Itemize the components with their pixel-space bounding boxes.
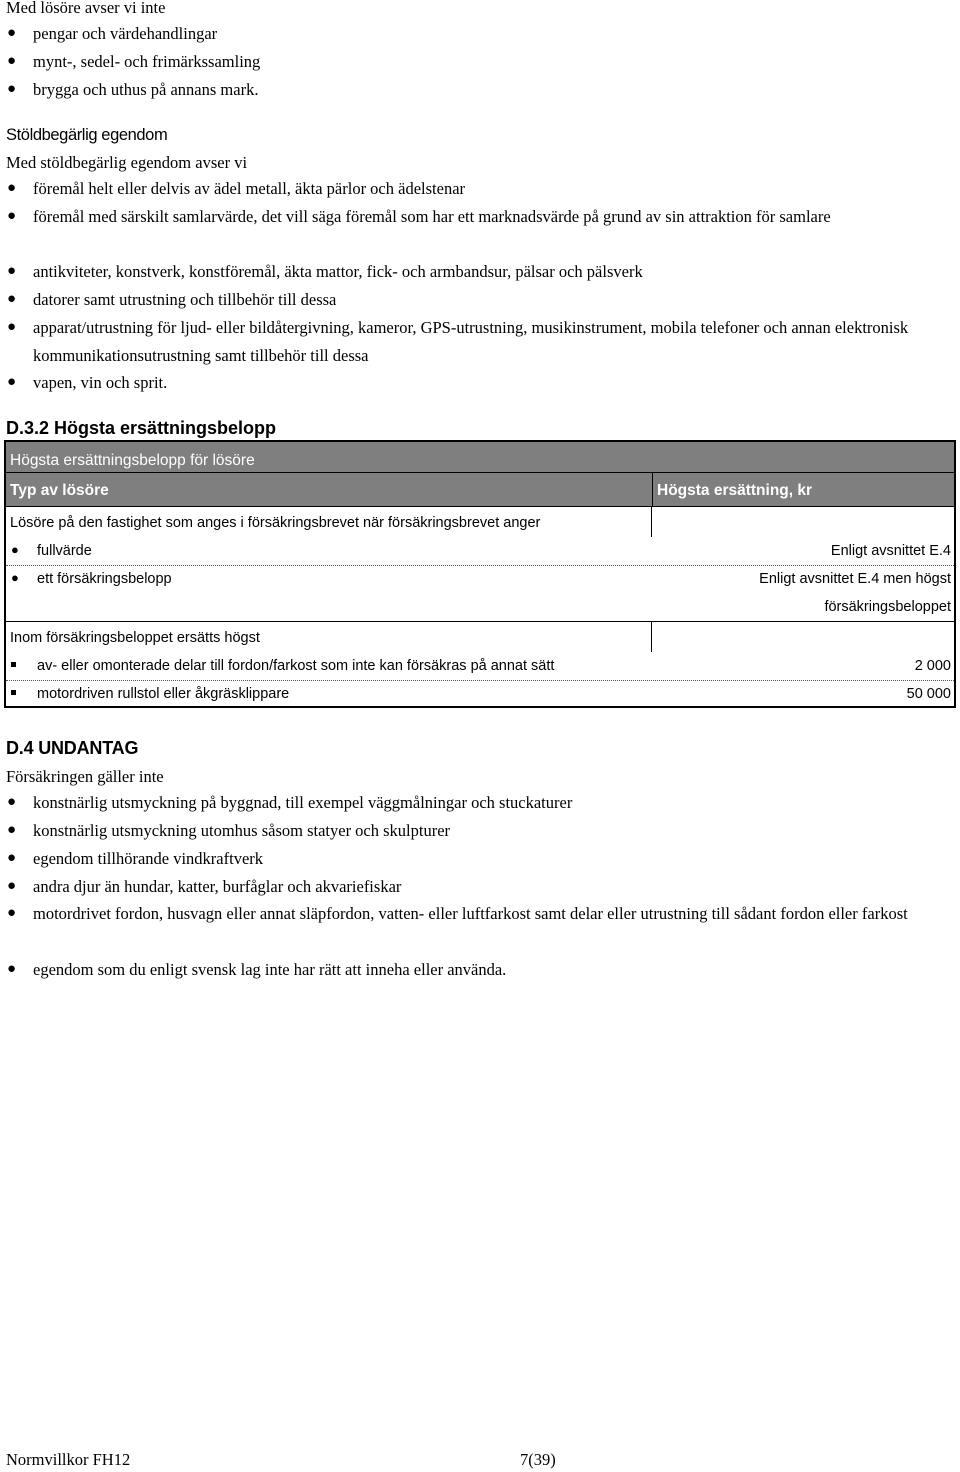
table-row: motordriven rullstol eller åkgräsklippare 50 000 xyxy=(6,680,954,708)
square-bullet-icon xyxy=(11,662,16,667)
bullet-icon: ● xyxy=(7,208,17,224)
bullet-icon: ● xyxy=(7,53,17,69)
bullet-icon: ● xyxy=(7,822,17,838)
square-bullet-icon xyxy=(11,690,16,695)
group-label: Lösöre på den fastighet som anges i försäkringsbrevet när försäkringsbrevet anger xyxy=(10,515,541,531)
section-lead: Med stöldbegärlig egendom avser vi xyxy=(6,153,248,172)
table-row: ● ett försäkringsbelopp Enligt avsnittet E.4 men högst försäkringsbeloppet xyxy=(11,570,951,615)
table-caption: Högsta ersättningsbelopp för lösöre xyxy=(10,452,255,469)
table-header xyxy=(6,442,954,506)
bullet-icon: ● xyxy=(7,291,17,307)
bullet-icon: ● xyxy=(7,81,17,97)
bullet-icon: ● xyxy=(7,374,17,390)
table-row xyxy=(6,622,954,652)
bullet-icon: ● xyxy=(7,263,17,279)
table-row xyxy=(6,507,954,537)
bullet-icon: ● xyxy=(7,905,17,921)
table-row: ● fullvärde Enligt avsnittet E.4 xyxy=(6,537,954,566)
col-header-type: Typ av lösöre xyxy=(10,482,109,499)
col-header-max: Högsta ersättning, kr xyxy=(657,482,813,499)
bullet-icon: ● xyxy=(11,570,19,585)
section-heading-d32: D.3.2 Högsta ersättningsbelopp xyxy=(6,418,277,438)
bullet-icon: ● xyxy=(7,850,17,866)
bullet-icon: ● xyxy=(11,542,19,557)
bullet-icon: ● xyxy=(7,180,17,196)
table-row: av- eller omonterade delar till fordon/farkost som inte kan försäkras på annat sätt 2 000 xyxy=(6,652,954,681)
section-heading-d4: D.4 UNDANTAG xyxy=(6,738,139,758)
bullet-icon: ● xyxy=(7,794,17,810)
section-title: Stöldbegärlig egendom xyxy=(6,126,168,144)
footer-page-number: 7(39) xyxy=(520,1450,556,1469)
bullet-icon: ● xyxy=(7,961,17,977)
max-compensation-table xyxy=(4,440,956,708)
bullet-icon: ● xyxy=(7,25,17,41)
bullet-icon: ● xyxy=(7,878,17,894)
group-label: Inom försäkringsbeloppet ersätts högst xyxy=(10,630,260,646)
footer-doc-name: Normvillkor FH12 xyxy=(6,1450,131,1469)
section-lead: Försäkringen gäller inte xyxy=(6,767,164,786)
bullet-icon: ● xyxy=(7,319,17,335)
intro-heading: Med lösöre avser vi inte xyxy=(6,0,166,17)
